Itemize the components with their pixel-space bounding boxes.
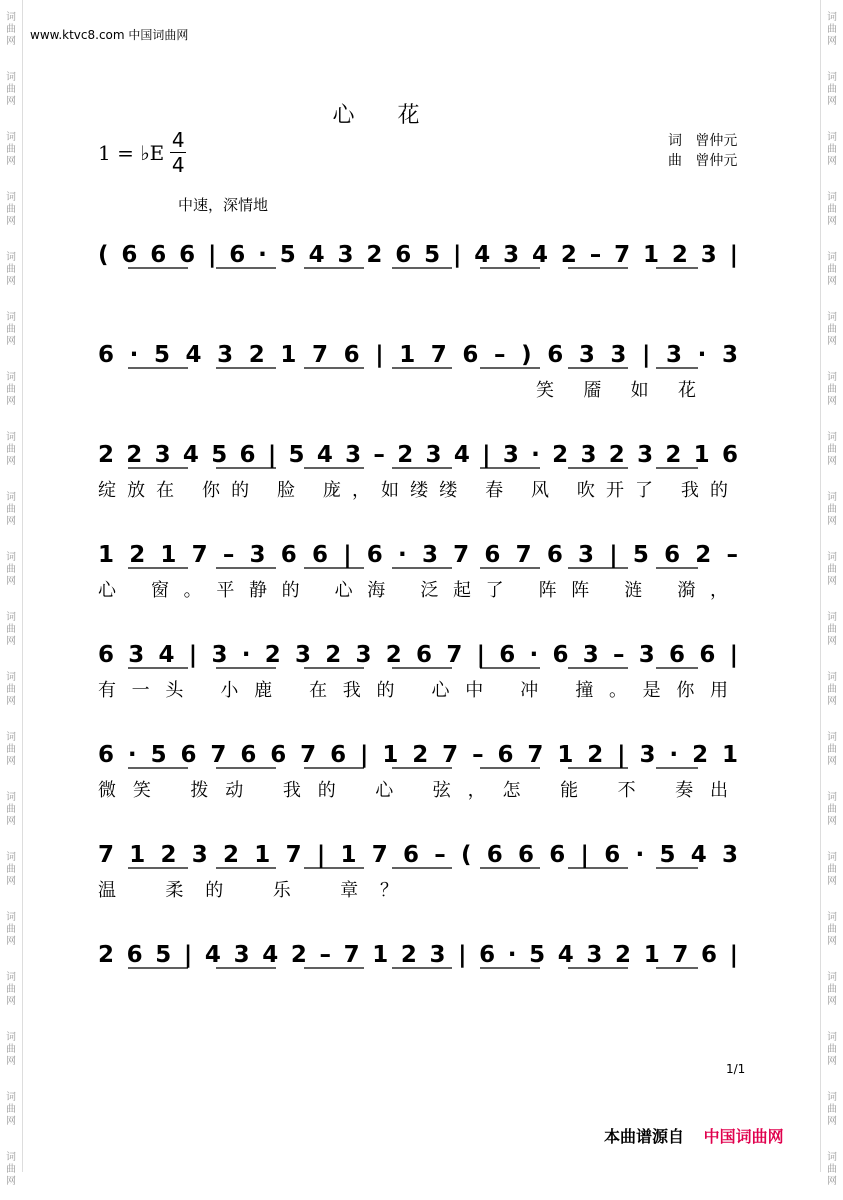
score-line-lyrics: 有一头 小鹿 在我的 心中 冲 撞。是你用 [98, 680, 729, 701]
watermark-char: 曲 [6, 1164, 16, 1175]
watermark-char: 网 [827, 1056, 837, 1067]
watermark-char: 曲 [6, 504, 16, 515]
site-url[interactable]: www.ktvc8.com [30, 28, 125, 42]
watermark-char: 词 [827, 732, 837, 743]
watermark-char: 词 [6, 432, 16, 443]
watermark-char: 网 [827, 156, 837, 167]
watermark-char: 曲 [827, 384, 837, 395]
watermark-char: 曲 [827, 1164, 837, 1175]
watermark-char: 网 [827, 216, 837, 227]
watermark-char: 词 [827, 912, 837, 923]
watermark-char: 词 [827, 1152, 837, 1163]
watermark-char: 曲 [827, 444, 837, 455]
watermark-char: 词 [827, 312, 837, 323]
watermark-char: 网 [6, 396, 16, 407]
watermark-char: 词 [6, 372, 16, 383]
score-line-notes: 6 · 5 4 3 2 1 7 6 | 1 7 6 – ) 6 3 3 | 3 · 3 [98, 342, 739, 368]
watermark-char: 曲 [6, 804, 16, 815]
watermark-char: 网 [6, 816, 16, 827]
watermark-char: 网 [6, 1176, 16, 1187]
watermark-char: 曲 [6, 144, 16, 155]
watermark-char: 网 [827, 996, 837, 1007]
watermark-char: 词 [6, 912, 16, 923]
watermark-char: 词 [6, 732, 16, 743]
watermark-char: 网 [827, 456, 837, 467]
watermark-char: 曲 [6, 204, 16, 215]
watermark-char: 曲 [827, 84, 837, 95]
watermark-char: 词 [6, 132, 16, 143]
watermark-char: 曲 [827, 564, 837, 575]
song-title: 心 花 [332, 103, 438, 128]
watermark-char: 网 [6, 996, 16, 1007]
watermark-char: 网 [827, 636, 837, 647]
watermark-char: 词 [827, 1092, 837, 1103]
watermark-char: 曲 [827, 204, 837, 215]
lyricist-name: 曾仲元 [695, 133, 738, 149]
watermark-char: 网 [6, 456, 16, 467]
watermark-char: 曲 [6, 864, 16, 875]
watermark-char: 曲 [6, 564, 16, 575]
watermark-char: 曲 [827, 504, 837, 515]
watermark-char: 曲 [827, 144, 837, 155]
score-line-lyrics: 绽放在 你的 脸 庞，如缕缕 春 风 吹开了 我的 [98, 480, 728, 501]
watermark-char: 词 [827, 192, 837, 203]
tempo-marking: 中速，深情地 [178, 196, 269, 214]
watermark-char: 曲 [6, 744, 16, 755]
score-line-notes: 7 1 2 3 2 1 7 | 1 7 6 – ( 6 6 6 | 6 · 5 4 3 [98, 842, 738, 868]
watermark-char: 词 [827, 852, 837, 863]
watermark-char: 曲 [827, 324, 837, 335]
watermark-char: 曲 [827, 624, 837, 635]
watermark-char: 网 [6, 696, 16, 707]
lyricist-label: 词 [668, 133, 682, 149]
watermark-char: 曲 [6, 384, 16, 395]
watermark-char: 词 [6, 612, 16, 623]
watermark-char: 曲 [827, 1044, 837, 1055]
footer-credit [604, 1124, 784, 1147]
watermark-char: 词 [827, 372, 837, 383]
watermark-char: 曲 [6, 984, 16, 995]
score-line-notes: 2 2 3 4 5 6 | 5 4 3 – 2 3 4 | 3 · 2 3 2 3 2 1 6 [98, 442, 738, 468]
watermark-char: 网 [827, 876, 837, 887]
watermark-char: 词 [6, 1032, 16, 1043]
watermark-char: 词 [827, 792, 837, 803]
watermark-char: 词 [6, 552, 16, 563]
watermark-char: 词 [6, 252, 16, 263]
watermark-char: 词 [827, 612, 837, 623]
watermark-char: 曲 [6, 264, 16, 275]
watermark-char: 词 [827, 1032, 837, 1043]
watermark-char: 词 [6, 852, 16, 863]
watermark-char: 网 [827, 576, 837, 587]
score-line-notes: 6 · 5 6 7 6 6 7 6 | 1 2 7 – 6 7 1 2 | 3 · 2 1 [98, 742, 738, 768]
page-number: 1/1 [726, 1062, 746, 1076]
watermark-char: 网 [6, 576, 16, 587]
watermark-char: 词 [827, 492, 837, 503]
watermark-char: 曲 [6, 924, 16, 935]
watermark-char: 网 [6, 36, 16, 47]
watermark-char: 网 [827, 1176, 837, 1187]
watermark-char: 词 [827, 252, 837, 263]
watermark-char: 网 [827, 336, 837, 347]
watermark-char: 曲 [827, 264, 837, 275]
watermark-char: 网 [6, 96, 16, 107]
watermark-char: 曲 [827, 1104, 837, 1115]
footer-prefix: 本曲谱源自 [604, 1127, 685, 1146]
watermark-char: 词 [6, 312, 16, 323]
watermark-char: 词 [6, 12, 16, 23]
watermark-char: 曲 [6, 684, 16, 695]
watermark-char: 网 [827, 936, 837, 947]
watermark-char: 曲 [827, 804, 837, 815]
score-line-lyrics: 笑 靥 如 花 [536, 380, 696, 401]
score-line-notes: 6 3 4 | 3 · 2 3 2 3 2 6 7 | 6 · 6 3 – 3 6 6 | [98, 642, 739, 668]
watermark-char: 网 [6, 1116, 16, 1127]
time-denominator: 4 [171, 153, 185, 177]
watermark-char: 网 [827, 696, 837, 707]
watermark-char: 曲 [827, 864, 837, 875]
score-line-notes: 2 6 5 | 4 3 4 2 – 7 1 2 3 | 6 · 5 4 3 2 1 7 6 | [98, 942, 738, 968]
watermark-char: 词 [6, 672, 16, 683]
watermark-char: 曲 [827, 24, 837, 35]
watermark-char: 曲 [6, 624, 16, 635]
watermark-char: 曲 [6, 24, 16, 35]
watermark-char: 词 [827, 552, 837, 563]
watermark-char: 曲 [827, 924, 837, 935]
watermark-char: 网 [6, 876, 16, 887]
score-line-notes: ( 6 6 6 | 6 · 5 4 3 2 6 5 | 4 3 4 2 – 7 1 2 3 | [98, 242, 738, 268]
watermark-char: 曲 [6, 1044, 16, 1055]
score-line-lyrics: 心 窗。平静的 心海 泛起了 阵阵 涟 漪， [98, 580, 728, 601]
score-line-notes: 1 2 1 7 – 3 6 6 | 6 · 3 7 6 7 6 3 | 5 6 2 – [98, 542, 738, 568]
score-line-lyrics: 微笑 拨动 我的 心 弦，怎 能 不 奏出 [98, 780, 729, 801]
watermark-char: 网 [6, 336, 16, 347]
watermark-char: 网 [827, 816, 837, 827]
footer-brand[interactable]: 中国词曲网 [703, 1127, 784, 1146]
watermark-char: 曲 [827, 744, 837, 755]
watermark-char: 词 [6, 792, 16, 803]
watermark-char: 词 [827, 432, 837, 443]
watermark-char: 词 [6, 972, 16, 983]
watermark-char: 词 [827, 972, 837, 983]
watermark-char: 词 [827, 12, 837, 23]
watermark-char: 网 [6, 156, 16, 167]
watermark-char: 词 [827, 672, 837, 683]
watermark-char: 曲 [6, 84, 16, 95]
watermark-char: 词 [827, 132, 837, 143]
watermark-char: 词 [827, 72, 837, 83]
score-line-lyrics: 温 柔的 乐 章？ [98, 880, 398, 901]
watermark-char: 网 [6, 276, 16, 287]
watermark-char: 词 [6, 192, 16, 203]
watermark-char: 曲 [827, 684, 837, 695]
watermark-char: 曲 [6, 444, 16, 455]
watermark-char: 网 [827, 396, 837, 407]
watermark-char: 网 [827, 516, 837, 527]
watermark-char: 网 [6, 216, 16, 227]
watermark-char: 网 [827, 756, 837, 767]
key-label: 1 = ♭E [98, 140, 165, 165]
watermark-char: 词 [6, 1152, 16, 1163]
watermark-char: 曲 [827, 984, 837, 995]
watermark-char: 网 [6, 756, 16, 767]
watermark-char: 网 [827, 36, 837, 47]
watermark-char: 词 [6, 492, 16, 503]
watermark-char: 词 [6, 72, 16, 83]
watermark-char: 网 [6, 936, 16, 947]
watermark-char: 曲 [6, 1104, 16, 1115]
site-name: 中国词曲网 [128, 28, 189, 42]
watermark-char: 网 [6, 1056, 16, 1067]
watermark-char: 网 [6, 516, 16, 527]
composer-label: 曲 [668, 153, 682, 169]
watermark-char: 词 [6, 1092, 16, 1103]
composer-name: 曾仲元 [695, 153, 738, 169]
time-numerator: 4 [171, 128, 185, 152]
watermark-char: 网 [827, 1116, 837, 1127]
watermark-char: 曲 [6, 324, 16, 335]
watermark-char: 网 [827, 96, 837, 107]
watermark-char: 网 [6, 636, 16, 647]
watermark-char: 网 [827, 276, 837, 287]
